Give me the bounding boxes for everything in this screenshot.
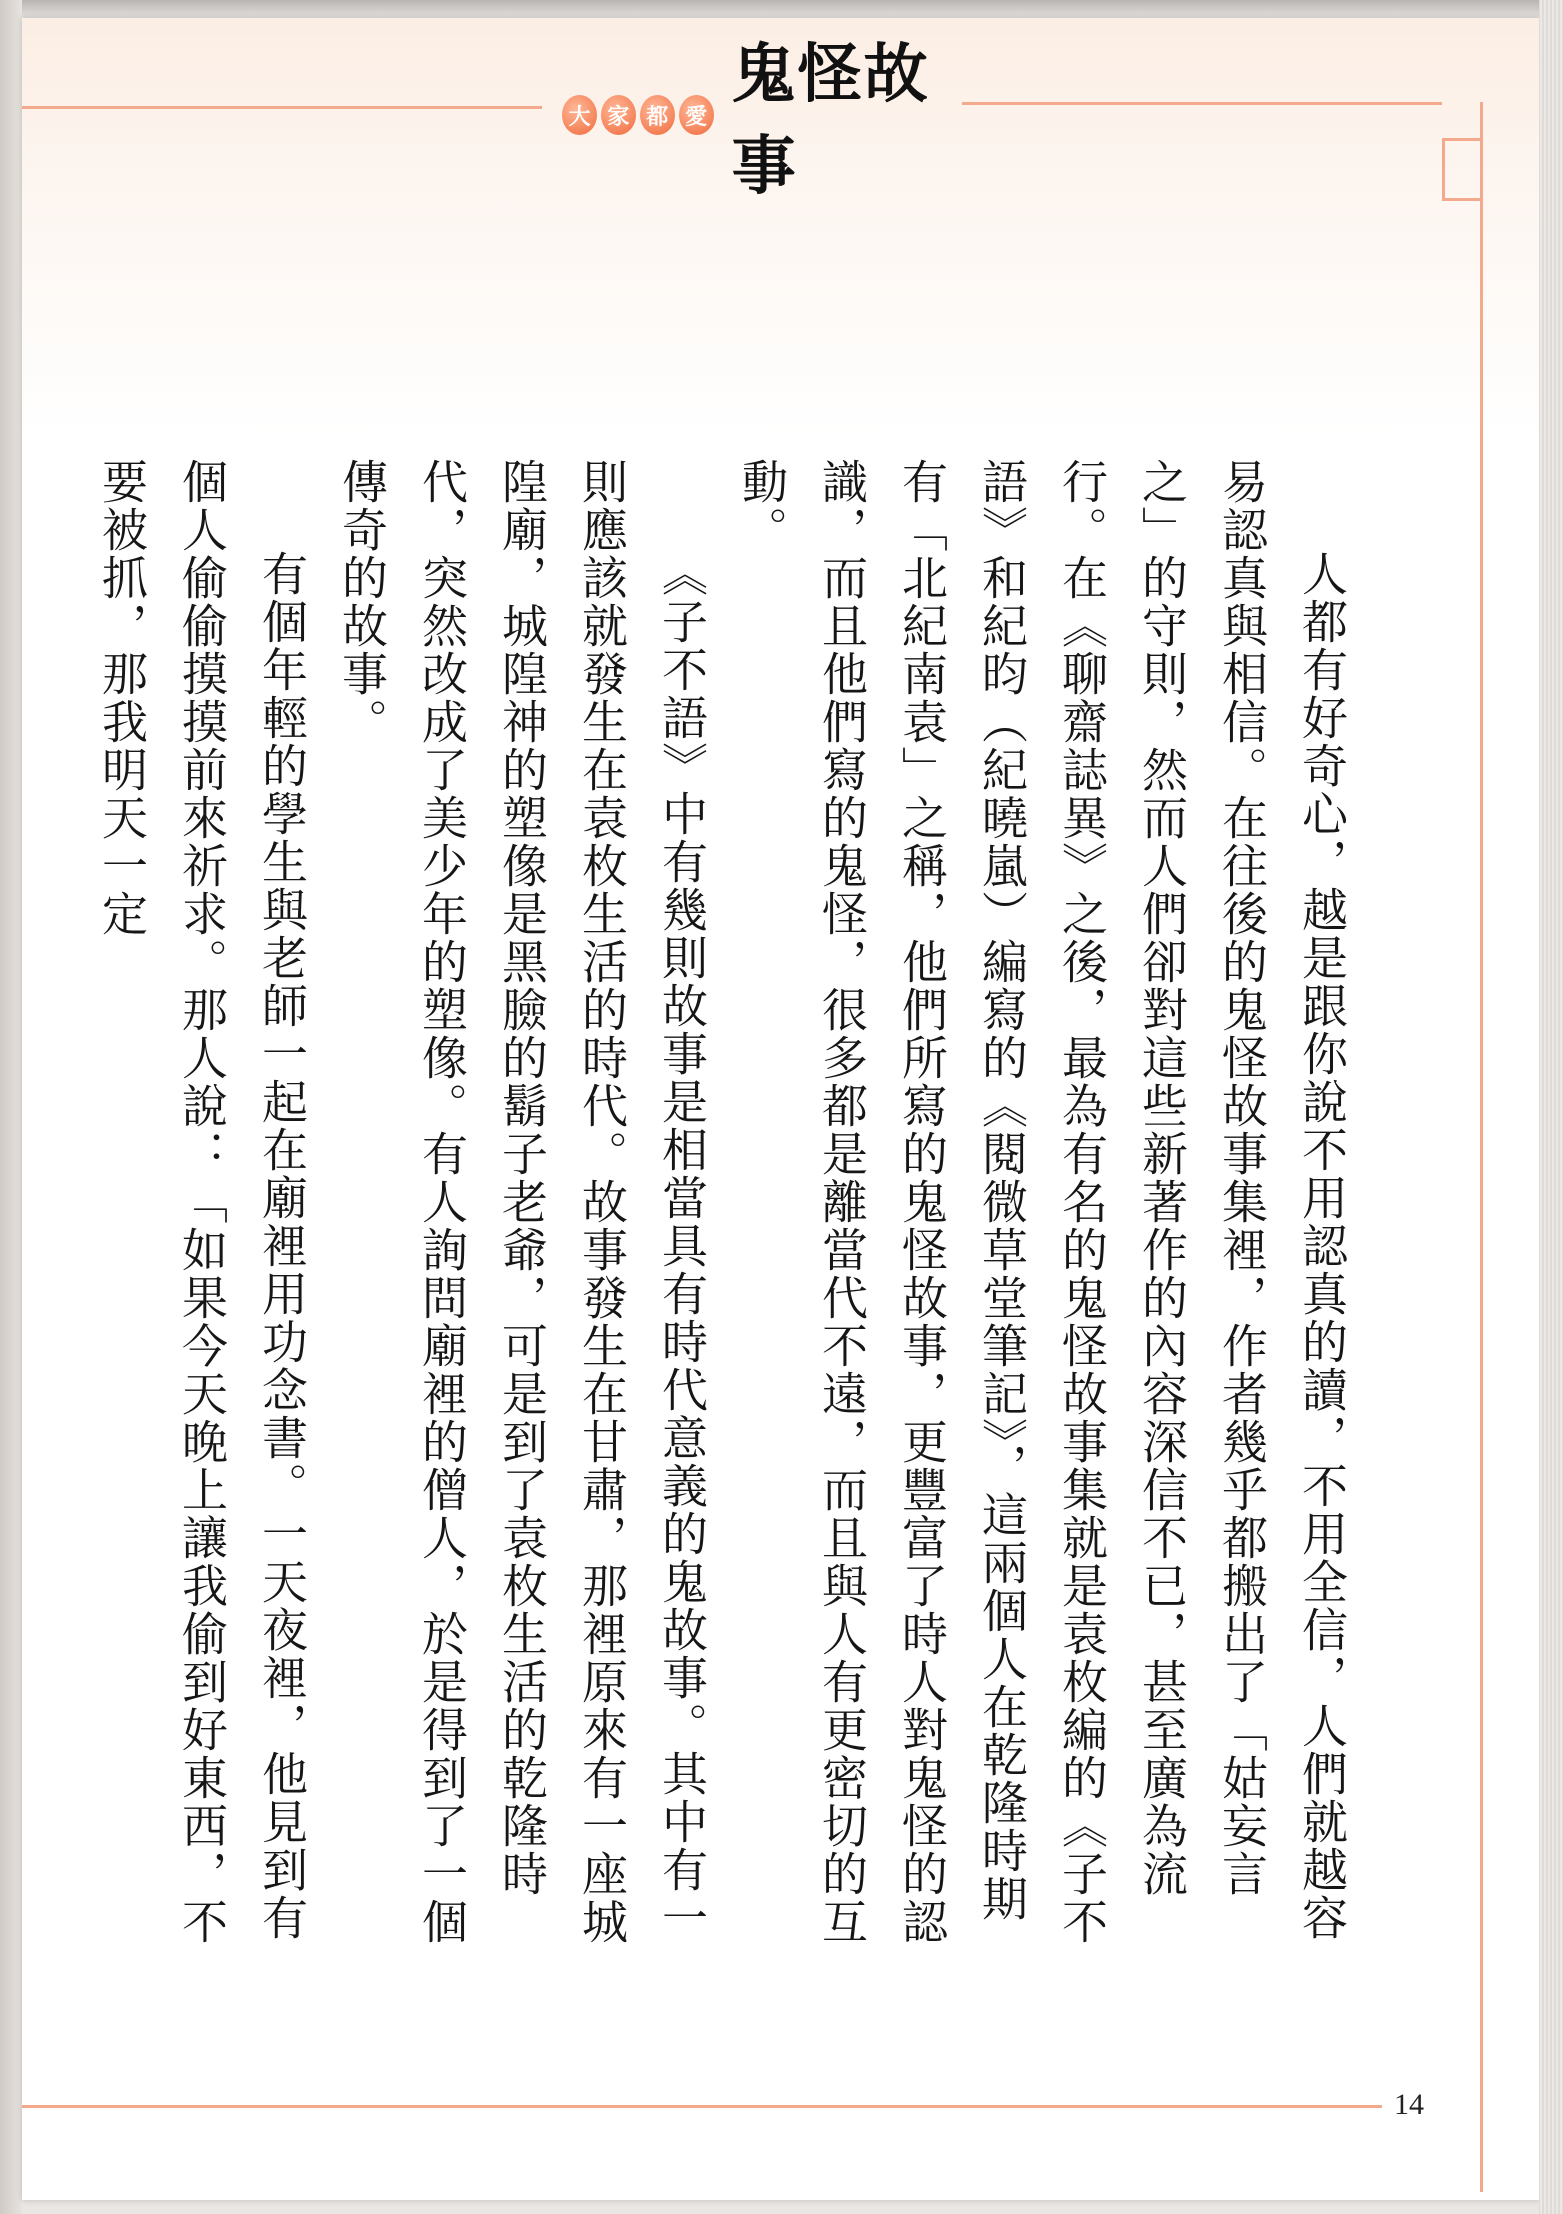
- frame-rule-vertical: [1480, 102, 1483, 2192]
- frame-hook-top: [1442, 138, 1480, 141]
- header-badge: 家: [601, 95, 636, 135]
- header-rule-right: [962, 102, 1442, 105]
- scan-top-shade: [0, 0, 1563, 20]
- paragraph: 有個年輕的學生與老師一起在廟裡用功念書。一天夜裡，他見到有個人偷偷摸摸前來祈求。那人說：「如果今天晚上讓我偷到好東西，不要被抓，那我明天一定: [95, 458, 309, 1946]
- book-spine: [0, 0, 22, 2214]
- paragraph: 人都有好奇心，越是跟你說不用認真的讀，不用全信，人們就越容易認真與相信。在往後的鬼怪故事集裡，作者幾乎都搬出了「姑妄言之」的守則，然而人們卻對這些新著作的內容深信不已，甚至廣為流行。在《聊齋誌異》之後，最為有名的鬼怪故事集就是袁枚編的《子不語》和紀昀（紀曉嵐）編寫的《閱微草堂筆記》，這兩個人在乾隆時期有「北紀南袁」之稱，他們所寫的鬼怪故事，更豐富了時人對鬼怪的認識，而且他們寫的鬼怪，很多都是離當代不遠，而且與人有更密切的互動。: [735, 458, 1349, 1946]
- footer-rule: [22, 2105, 1382, 2108]
- header-title: 鬼怪故事: [731, 38, 930, 204]
- page-number: 14: [1394, 2088, 1424, 2121]
- frame-hook-vertical: [1442, 138, 1445, 198]
- paragraph: 《子不語》中有幾則故事是相當具有時代意義的鬼故事。其中有一則應該就發生在袁枚生活的時代。故事發生在甘肅，那裡原來有一座城隍廟，城隍神的塑像是黑臉的鬍子老爺，可是到了袁枚生活的乾隆時代，突然改成了美少年的塑像。有人詢問廟裡的僧人，於是得到了一個傳奇的故事。: [335, 458, 709, 1946]
- book-page: [22, 18, 1540, 2200]
- page-stack-edge: [1539, 0, 1563, 2214]
- header-badge: 愛: [679, 95, 714, 135]
- body-text: [95, 458, 1362, 1958]
- header-rule-left: [22, 106, 542, 109]
- running-header: [562, 38, 962, 204]
- frame-hook-bottom: [1442, 198, 1480, 201]
- header-badge: 都: [640, 95, 675, 135]
- header-badge: 大: [562, 95, 597, 135]
